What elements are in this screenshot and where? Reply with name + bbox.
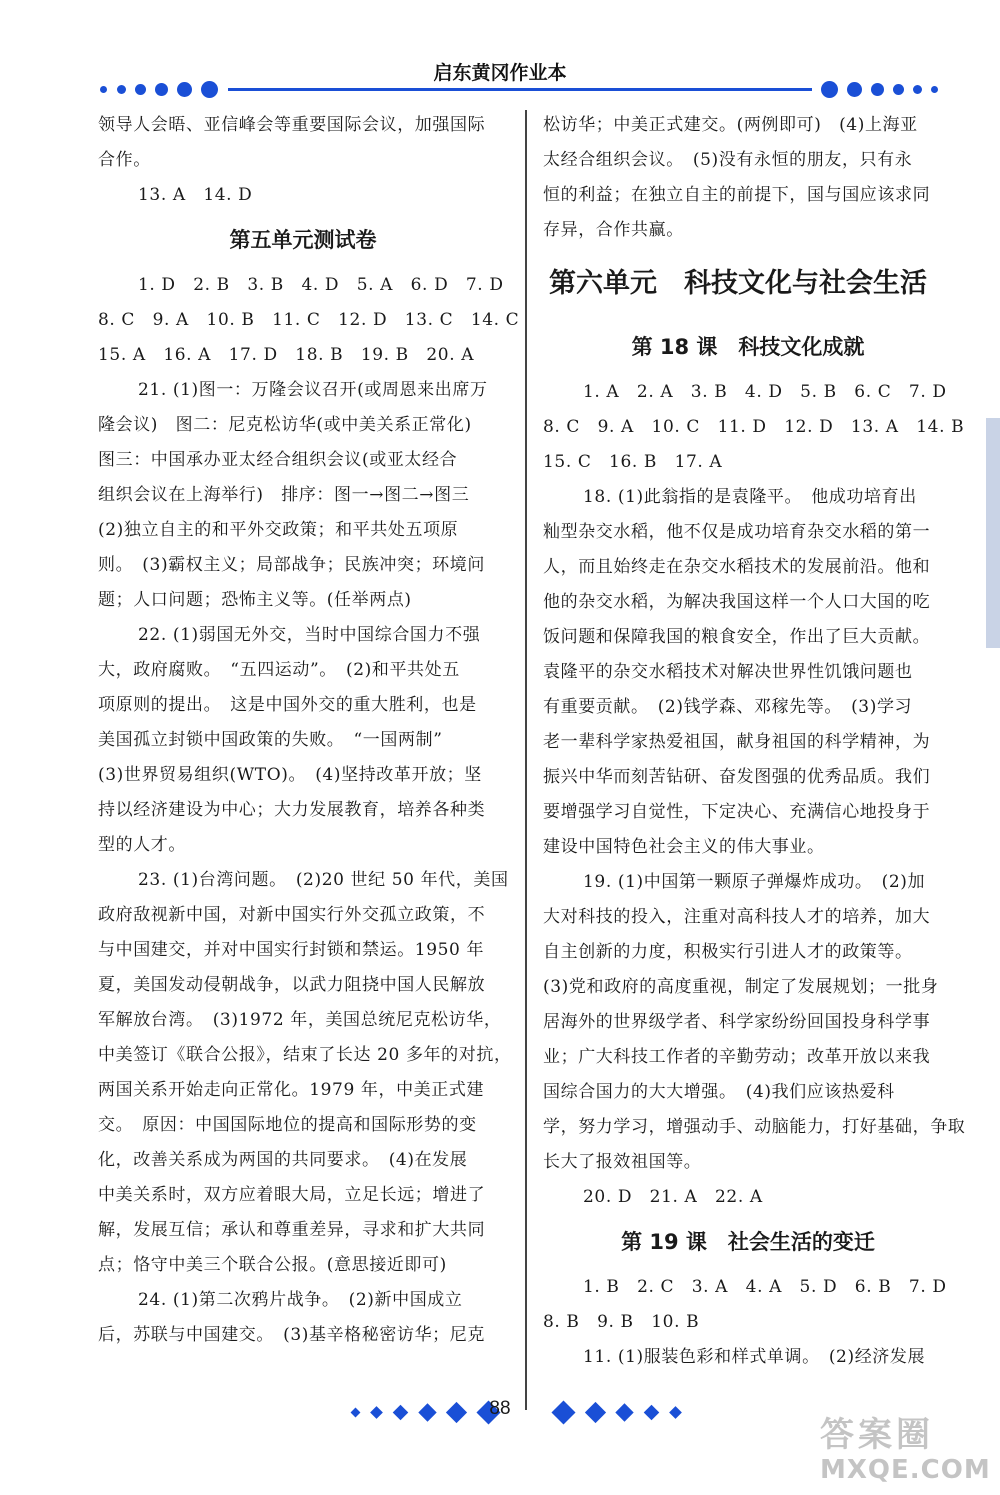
text-line: 图三：中国承办亚太经合组织会议(或亚太经合 bbox=[98, 450, 458, 470]
text-line: 建设中国特色社会主义的伟大事业。 bbox=[543, 837, 825, 857]
text-line: 与中国建交，并对中国实行封锁和禁运。1950 年 bbox=[98, 940, 485, 960]
answer-line: 20. D 21. A 22. A bbox=[583, 1187, 763, 1207]
text-line: 持以经济建设为中心；大力发展教育，培养各种类 bbox=[98, 800, 486, 820]
text-line: 22. (1)弱国无外交，当时中国综合国力不强 bbox=[138, 625, 481, 645]
text-line: 要增强学习自觉性，下定决心、充满信心地投身于 bbox=[543, 802, 931, 822]
text-line: 存异，合作共赢。 bbox=[543, 220, 684, 240]
answer-line: 15. C 16. B 17. A bbox=[543, 452, 723, 472]
text-line: 饭问题和保障我国的粮食安全，作出了巨大贡献。 bbox=[543, 627, 931, 647]
header-dot-icon bbox=[155, 83, 168, 96]
text-line: 21. (1)图一：万隆会议召开(或周恩来出席万 bbox=[138, 380, 488, 400]
answer-line: 13. A 14. D bbox=[138, 185, 253, 205]
text-line: 中美签订《联合公报》，结束了长达 20 多年的对抗， bbox=[98, 1045, 512, 1065]
header-dot-icon bbox=[201, 81, 218, 98]
header-dot-icon bbox=[893, 84, 904, 95]
answer-line: 1. A 2. A 3. B 4. D 5. B 6. C 7. D bbox=[583, 382, 947, 402]
text-line: (3)党和政府的高度重视，制定了发展规划；一批身 bbox=[543, 977, 939, 997]
text-line: 中美关系时，双方应着眼大局，立足长远；增进了 bbox=[98, 1185, 486, 1205]
text-line: 政府敌视新中国，对新中国实行外交孤立政策，不 bbox=[98, 905, 486, 925]
answer-line: 1. B 2. C 3. A 4. A 5. D 6. B 7. D bbox=[583, 1277, 947, 1297]
text-line: 军解放台湾。 (3)1972 年，美国总统尼克松访华， bbox=[98, 1010, 502, 1030]
header-dot-icon bbox=[871, 83, 884, 96]
text-line: 美国孤立封锁中国政策的失败。 “一国两制” bbox=[98, 730, 443, 750]
lesson-heading-19: 第 19 课 社会生活的变迁 bbox=[621, 1230, 875, 1254]
text-line: 他的杂交水稻，为解决我国这样一个人口大国的吃 bbox=[543, 592, 931, 612]
answer-line: 8. C 9. A 10. C 11. D 12. D 13. A 14. B bbox=[543, 417, 965, 437]
text-line: 19. (1)中国第一颗原子弹爆炸成功。 (2)加 bbox=[583, 872, 926, 892]
watermark-text: 答案圈 bbox=[820, 1415, 934, 1455]
text-line: 隆会议) 图二：尼克松访华(或中美关系正常化) bbox=[98, 415, 472, 435]
text-line: 居海外的世界级学者、科学家纷纷回国投身科学事 bbox=[543, 1012, 931, 1032]
text-line: 23. (1)台湾问题。 (2)20 世纪 50 年代，美国 bbox=[138, 870, 509, 890]
text-line: 题；人口问题；恐怖主义等。(任举两点) bbox=[98, 590, 412, 610]
text-line: 合作。 bbox=[98, 150, 151, 170]
text-line: 两国关系开始走向正常化。1979 年，中美正式建 bbox=[98, 1080, 485, 1100]
text-line: 交。 原因：中国国际地位的提高和国际形势的变 bbox=[98, 1115, 477, 1135]
text-line: 11. (1)服装色彩和样式单调。 (2)经济发展 bbox=[583, 1347, 926, 1367]
text-line: 化，改善关系成为两国的共同要求。 (4)在发展 bbox=[98, 1150, 468, 1170]
answer-line: 8. B 9. B 10. B bbox=[543, 1312, 700, 1332]
watermark-logo bbox=[820, 1415, 995, 1490]
text-line: 松访华；中美正式建交。(两例即可) (4)上海亚 bbox=[543, 115, 918, 135]
unit-heading-unit6: 第六单元 科技文化与社会生活 bbox=[549, 268, 927, 299]
text-line: 组织会议在上海举行) 排序：图一→图二→图三 bbox=[98, 485, 470, 505]
page-number: 88 bbox=[489, 1398, 511, 1419]
text-line: 项原则的提出。 这是中国外交的重大胜利，也是 bbox=[98, 695, 477, 715]
answer-line: 15. A 16. A 17. D 18. B 19. B 20. A bbox=[98, 345, 475, 365]
header-dot-icon bbox=[135, 84, 146, 95]
header-dot-icon bbox=[913, 85, 922, 94]
left-column bbox=[98, 108, 520, 1353]
column-divider bbox=[525, 110, 527, 1410]
text-line: (2)独立自主的和平外交政策；和平共处五项原 bbox=[98, 520, 459, 540]
page-edge-tab bbox=[986, 418, 1000, 648]
text-line: 籼型杂交水稻，他不仅是成功培育杂交水稻的第一 bbox=[543, 522, 931, 542]
text-line: 有重要贡献。 (2)钱学森、邓稼先等。 (3)学习 bbox=[543, 697, 913, 717]
running-header-title: 启东黄冈作业本 bbox=[433, 62, 567, 84]
header-dot-icon bbox=[931, 86, 938, 93]
lesson-heading-18: 第 18 课 科技文化成就 bbox=[631, 335, 865, 359]
header-rule bbox=[228, 88, 812, 91]
text-line: (3)世界贸易组织(WTO)。 (4)坚持改革开放；坚 bbox=[98, 765, 482, 785]
text-line: 18. (1)此翁指的是袁隆平。 他成功培育出 bbox=[583, 487, 917, 507]
text-line: 太经合组织会议。 (5)没有永恒的朋友，只有永 bbox=[543, 150, 913, 170]
answer-line: 1. D 2. B 3. B 4. D 5. A 6. D 7. D bbox=[138, 275, 504, 295]
header-dot-icon bbox=[847, 82, 862, 97]
text-line: 24. (1)第二次鸦片战争。 (2)新中国成立 bbox=[138, 1290, 463, 1310]
section-heading-unit5-test: 第五单元测试卷 bbox=[229, 228, 377, 252]
text-line: 则。 (3)霸权主义；局部战争；民族冲突；环境问 bbox=[98, 555, 485, 575]
text-line: 后，苏联与中国建交。 (3)基辛格秘密访华；尼克 bbox=[98, 1325, 485, 1345]
answer-line: 8. C 9. A 10. B 11. C 12. D 13. C 14. C bbox=[98, 310, 520, 330]
text-line: 老一辈科学家热爱祖国，献身祖国的科学精神，为 bbox=[543, 732, 931, 752]
text-line: 恒的利益；在独立自主的前提下，国与国应该求同 bbox=[543, 185, 931, 205]
text-line: 业；广大科技工作者的辛勤劳动；改革开放以来我 bbox=[543, 1047, 931, 1067]
text-line: 国综合国力的大大增强。 (4)我们应该热爱科 bbox=[543, 1082, 895, 1102]
text-line: 袁隆平的杂交水稻技术对解决世界性饥饿问题也 bbox=[543, 662, 913, 682]
text-line: 自主创新的力度，积极实行引进人才的政策等。 bbox=[543, 942, 913, 962]
text-line: 大对科技的投入，注重对高科技人才的培养，加大 bbox=[543, 907, 931, 927]
text-line: 振兴中华而刻苦钻研、奋发图强的优秀品质。我们 bbox=[543, 767, 931, 787]
right-column bbox=[543, 108, 966, 1375]
header-dot-icon bbox=[177, 82, 192, 97]
header-dot-icon bbox=[100, 86, 107, 93]
text-line: 型的人才。 bbox=[98, 835, 186, 855]
text-line: 大，政府腐败。 “五四运动”。 (2)和平共处五 bbox=[98, 660, 460, 680]
header-dot-icon bbox=[117, 85, 126, 94]
text-line: 长大了报效祖国等。 bbox=[543, 1152, 702, 1172]
text-line: 领导人会晤、亚信峰会等重要国际会议，加强国际 bbox=[98, 115, 486, 135]
text-line: 点；恪守中美三个联合公报。(意思接近即可) bbox=[98, 1255, 447, 1275]
header-dot-icon bbox=[821, 81, 838, 98]
text-line: 人，而且始终走在杂交水稻技术的发展前沿。他和 bbox=[543, 557, 931, 577]
watermark-url: MXQE.COM bbox=[820, 1455, 991, 1485]
text-line: 夏，美国发动侵朝战争，以武力阻挠中国人民解放 bbox=[98, 975, 486, 995]
text-line: 解，发展互信；承认和尊重差异，寻求和扩大共同 bbox=[98, 1220, 486, 1240]
text-line: 学，努力学习，增强动手、动脑能力，打好基础，争取 bbox=[543, 1117, 966, 1137]
